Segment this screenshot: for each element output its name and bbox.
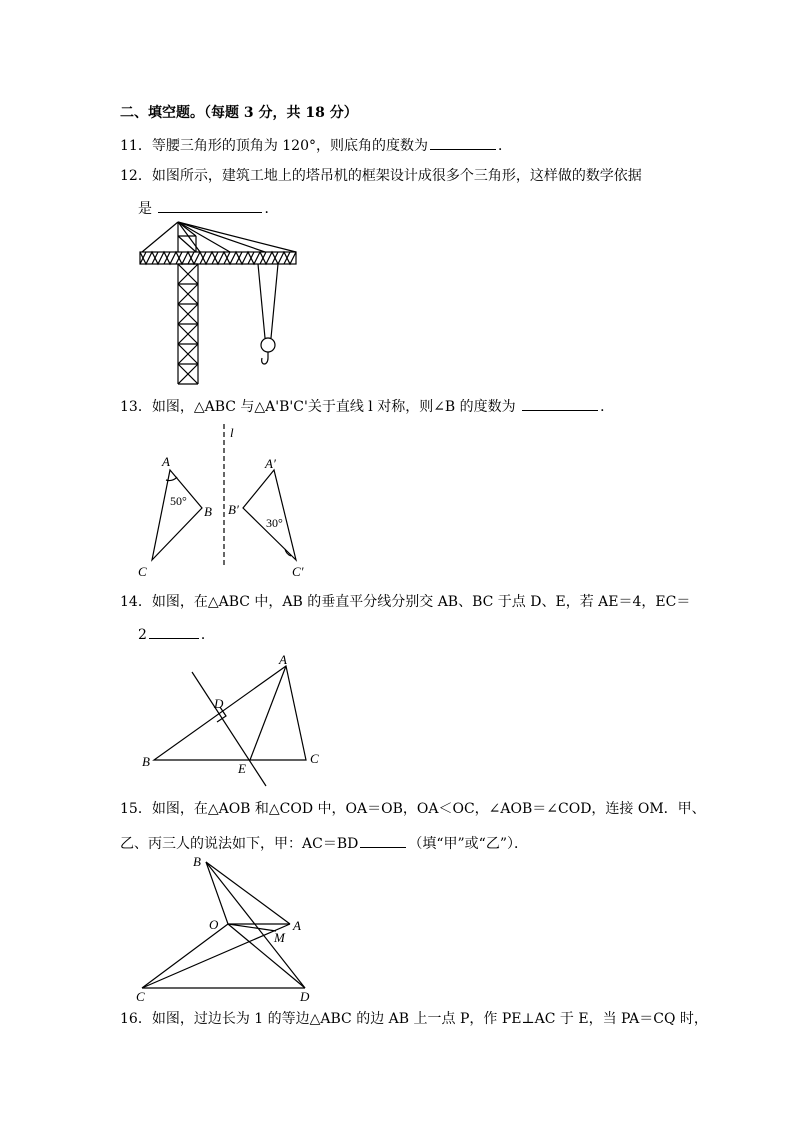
question-15-end: （填“甲”或“乙”）． xyxy=(408,836,528,852)
label-c-prime: C′ xyxy=(292,564,304,579)
angle-a-label: 50° xyxy=(170,494,187,508)
question-12-text: 是 xyxy=(138,201,152,217)
label-b-15: B xyxy=(193,854,201,869)
label-d-14: D xyxy=(214,696,224,711)
question-12-line1: 12．如图所示，建筑工地上的塔吊机的框架设计成很多个三角形，这样做的数学依据 xyxy=(120,168,642,184)
question-16: 16．如图，过边长为 1 的等边△ABC 的边 AB 上一点 P，作 PE⊥AC 于 E，当 PA＝CQ 时， xyxy=(120,1011,708,1027)
question-15-line1: 15．如图，在△AOB 和△COD 中，OA＝OB，OA＜OC，∠AOB＝∠COD，连接 OM．甲、 xyxy=(120,801,706,817)
label-o-15: O xyxy=(209,917,219,932)
triangle-abc xyxy=(152,470,202,560)
question-14-line1: 14．如图，在△ABC 中，AB 的垂直平分线分别交 AB、BC 于点 D、E，若 AE＝4，EC＝ xyxy=(120,594,691,610)
question-13-end: ． xyxy=(600,399,615,415)
label-l: l xyxy=(230,425,234,440)
question-11 xyxy=(120,135,512,155)
question-11-end: ． xyxy=(498,138,512,154)
answer-blank-14[interactable] xyxy=(149,624,199,639)
segment-ae xyxy=(250,666,286,760)
answer-blank-11[interactable] xyxy=(430,135,496,150)
label-m-15: M xyxy=(274,930,285,945)
label-c-14: C xyxy=(310,751,319,766)
question-15-line2 xyxy=(120,833,528,853)
question-14-end: ． xyxy=(200,627,215,643)
question-13 xyxy=(120,396,614,416)
angle-c-prime-label: 30° xyxy=(266,516,283,530)
question-13-text: 13．如图，△ABC 与△A'B'C'关于直线 l 对称，则∠B 的度数为 xyxy=(120,399,516,415)
label-a-14: A xyxy=(279,652,287,667)
section-title: 二、填空题。（每题 3 分，共 18 分） xyxy=(120,105,358,121)
answer-blank-13[interactable] xyxy=(522,396,598,411)
label-c-15: C xyxy=(136,989,145,1004)
label-d-15: D xyxy=(300,989,310,1004)
label-b: B xyxy=(204,504,212,519)
label-e-14: E xyxy=(238,761,246,776)
answer-blank-15[interactable] xyxy=(360,833,406,848)
perpendicular-bisector xyxy=(192,672,266,786)
label-b-prime: B′ xyxy=(228,502,239,517)
question-12-line2 xyxy=(138,198,278,218)
label-a-15: A xyxy=(293,918,301,933)
triangle-abc-14 xyxy=(154,666,306,760)
label-a: A xyxy=(162,454,170,469)
question-15-text: 乙、丙三人的说法如下，甲：AC＝BD xyxy=(120,836,359,852)
question-14-text: 2 xyxy=(138,627,147,643)
label-b-14: B xyxy=(142,754,150,769)
answer-blank-12[interactable] xyxy=(158,198,262,213)
question-12-end: ． xyxy=(264,201,279,217)
label-c: C xyxy=(138,564,147,579)
question-14-line2 xyxy=(138,624,215,644)
question-11-text: 11．等腰三角形的顶角为 120°，则底角的度数为 xyxy=(120,138,428,154)
label-a-prime: A′ xyxy=(265,456,276,471)
triangle-a1b1c1 xyxy=(243,470,296,560)
